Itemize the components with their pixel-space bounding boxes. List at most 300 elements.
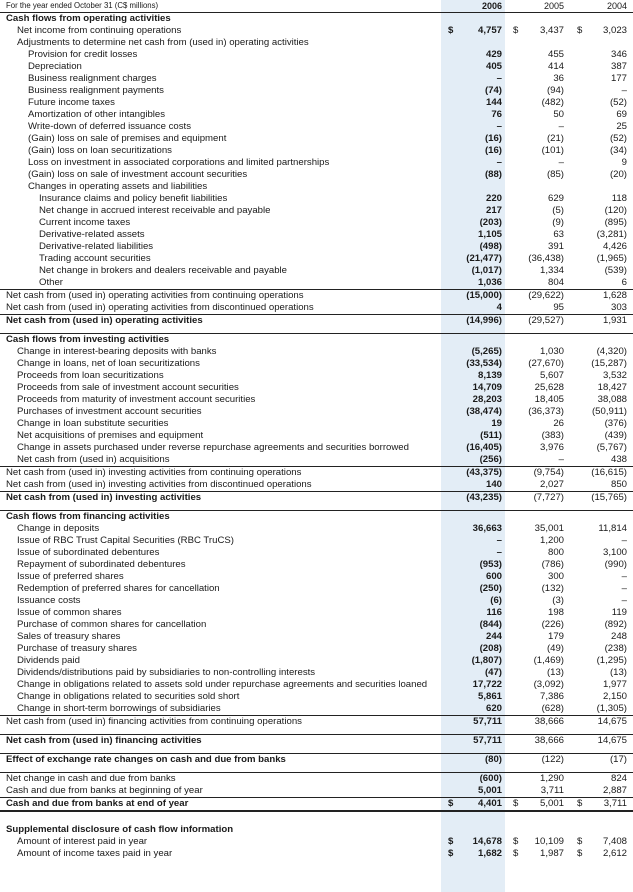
value-2005: (29,622): [528, 290, 564, 301]
value-2005: 3,437: [539, 25, 564, 36]
row-label: Other: [39, 277, 63, 288]
value-2005: 25,628: [534, 382, 564, 393]
table-row: [0, 61, 633, 73]
table-row: [0, 715, 633, 728]
value-2005: (3,092): [533, 679, 564, 690]
row-label: Purchase of treasury shares: [17, 643, 137, 654]
value-2006: (208): [479, 643, 502, 654]
value-2004: (238): [604, 643, 627, 654]
row-label: Net cash from (used in) acquisitions: [17, 454, 170, 465]
value-2005: 391: [547, 241, 564, 252]
value-2005: (3): [552, 595, 564, 606]
value-2006: (203): [479, 217, 502, 228]
currency-symbol: $: [513, 798, 519, 809]
value-2005: –: [558, 454, 564, 465]
table-row: [0, 491, 633, 504]
row-label: Change in deposits: [17, 523, 100, 534]
value-2004: (1,965): [596, 253, 627, 264]
value-2004: 1,628: [602, 290, 627, 301]
value-2005: (13): [546, 667, 564, 678]
row-label: Issue of RBC Trust Capital Securities (RBC TruCS): [17, 535, 234, 546]
value-2004: 1,931: [602, 315, 627, 326]
row-label: Repayment of subordinated debentures: [17, 559, 186, 570]
value-2006: (1,017): [471, 265, 502, 276]
value-2005: 38,666: [534, 716, 564, 727]
row-label: Proceeds from maturity of investment account securities: [17, 394, 256, 405]
table-row: [0, 848, 633, 860]
value-2006: (15,000): [466, 290, 502, 301]
table-row: [0, 466, 633, 479]
row-label: Proceeds from loan securitizations: [17, 370, 164, 381]
row-label: Cash flows from operating activities: [6, 13, 171, 24]
value-2005: 198: [547, 607, 564, 618]
table-row: [0, 333, 633, 346]
value-2006: (43,375): [466, 467, 502, 478]
table-row: [0, 772, 633, 785]
row-label: Net cash from (used in) operating activities from discontinued operations: [6, 302, 314, 313]
value-2004: 9: [621, 157, 627, 168]
table-row: [0, 205, 633, 217]
value-2005: (36,438): [528, 253, 564, 264]
table-row: [0, 430, 633, 442]
value-2006: 429: [485, 49, 502, 60]
value-2006: 76: [491, 109, 502, 120]
value-2006: (33,534): [466, 358, 502, 369]
value-2006: 28,203: [472, 394, 502, 405]
value-2004: (13): [609, 667, 627, 678]
row-label: Net cash from (used in) investing activities: [6, 492, 202, 503]
row-label: Adjustments to determine net cash from (used in) operating activities: [17, 37, 309, 48]
value-2006: –: [496, 535, 502, 546]
value-2005: (1,469): [533, 655, 564, 666]
value-2004: (17): [609, 754, 627, 765]
value-2006: 57,711: [473, 735, 502, 746]
value-2004: 387: [610, 61, 627, 72]
value-2004: 3,023: [602, 25, 627, 36]
value-2005: 5,607: [539, 370, 564, 381]
table-row: [0, 109, 633, 121]
value-2006: 140: [485, 479, 502, 490]
value-2005: 1,290: [539, 773, 564, 784]
value-2005: (226): [541, 619, 564, 630]
value-2004: 14,675: [597, 735, 627, 746]
row-label: Amount of interest paid in year: [17, 836, 148, 847]
value-2005: –: [558, 157, 564, 168]
value-2006: 116: [486, 607, 502, 618]
value-2004: 850: [610, 479, 627, 490]
table-row: [0, 479, 633, 491]
table-row: [0, 133, 633, 145]
value-2005: (786): [541, 559, 564, 570]
row-label: Provision for credit losses: [28, 49, 138, 60]
table-row: [0, 510, 633, 523]
value-2004: 14,675: [597, 716, 627, 727]
table-row: [0, 619, 633, 631]
table-row: [0, 454, 633, 466]
value-2004: 118: [611, 193, 627, 204]
value-2006: (16): [484, 145, 502, 156]
row-label: Insurance claims and policy benefit liabilities: [39, 193, 228, 204]
table-row: [0, 265, 633, 277]
value-2004: (376): [604, 418, 627, 429]
value-2006: 14,678: [472, 836, 502, 847]
value-2004: (50,911): [591, 406, 627, 417]
currency-symbol: $: [577, 798, 583, 809]
value-2006: 14,709: [472, 382, 502, 393]
value-2004: (990): [604, 559, 627, 570]
row-label: Net cash from (used in) financing activities: [6, 735, 202, 746]
value-2004: 177: [610, 73, 627, 84]
value-2004: 11,814: [598, 523, 627, 534]
header-year-2004: 2004: [606, 1, 627, 11]
value-2005: 300: [547, 571, 564, 582]
row-label: Change in obligations related to assets sold under repurchase agreements and securities loaned: [17, 679, 428, 690]
row-label: Issue of preferred shares: [17, 571, 124, 582]
value-2004: –: [621, 583, 627, 594]
value-2004: (3,281): [596, 229, 627, 240]
value-2006: (43,235): [466, 492, 502, 503]
row-label: Dividends paid: [17, 655, 80, 666]
row-label: Purchase of common shares for cancellation: [17, 619, 207, 630]
table-row: [0, 753, 633, 766]
value-2004: (439): [604, 430, 627, 441]
value-2005: 18,405: [534, 394, 564, 405]
table-row: [0, 679, 633, 691]
value-2005: 2,027: [539, 479, 564, 490]
value-2006: 19: [491, 418, 502, 429]
value-2006: (38,474): [466, 406, 502, 417]
value-2005: (132): [541, 583, 564, 594]
value-2006: (250): [479, 583, 502, 594]
row-label: Dividends/distributions paid by subsidiaries to non-controlling interests: [17, 667, 316, 678]
currency-symbol: $: [448, 836, 454, 847]
currency-symbol: $: [448, 25, 454, 36]
value-2005: (85): [546, 169, 564, 180]
row-label: Change in obligations related to securities sold short: [17, 691, 240, 702]
value-2005: 38,666: [534, 735, 564, 746]
value-2004: –: [621, 595, 627, 606]
row-label: Issue of subordinated debentures: [17, 547, 160, 558]
value-2006: 8,139: [477, 370, 502, 381]
table-row: [0, 442, 633, 454]
table-row: [0, 559, 633, 571]
table-row: [0, 571, 633, 583]
header-period-label: For the year ended October 31 (C$ millions): [6, 1, 159, 10]
value-2005: 1,334: [539, 265, 564, 276]
table-row: [0, 583, 633, 595]
value-2006: (80): [484, 754, 502, 765]
value-2006: 144: [485, 97, 502, 108]
value-2006: –: [496, 157, 502, 168]
row-label: Purchases of investment account securities: [17, 406, 202, 417]
row-label: Change in loans, net of loan securitizations: [17, 358, 200, 369]
table-row: [0, 181, 633, 193]
row-label: Current income taxes: [39, 217, 131, 228]
value-2006: (600): [479, 773, 502, 784]
value-2006: 17,722: [472, 679, 502, 690]
value-2005: (383): [541, 430, 564, 441]
value-2005: 35,001: [534, 523, 564, 534]
value-2006: (16,405): [466, 442, 502, 453]
value-2005: 1,030: [539, 346, 564, 357]
value-2005: 63: [553, 229, 564, 240]
table-row: [0, 73, 633, 85]
table-row: [0, 302, 633, 314]
row-label: Issuance costs: [17, 595, 81, 606]
value-2004: 3,100: [602, 547, 627, 558]
table-row: [0, 25, 633, 37]
table-row: [0, 607, 633, 619]
currency-symbol: $: [577, 25, 583, 36]
value-2005: 1,987: [539, 848, 564, 859]
value-2006: 36,663: [472, 523, 502, 534]
row-label: Depreciation: [28, 61, 82, 72]
value-2005: 36: [553, 73, 564, 84]
value-2005: (36,373): [528, 406, 564, 417]
row-label: Net cash from (used in) financing activities from continuing operations: [6, 716, 302, 727]
table-row: [0, 547, 633, 559]
row-label: Change in loan substitute securities: [17, 418, 169, 429]
table-row: [0, 382, 633, 394]
value-2005: 26: [553, 418, 564, 429]
value-2006: 5,861: [477, 691, 502, 702]
value-2004: 248: [610, 631, 627, 642]
value-2005: (628): [541, 703, 564, 714]
value-2005: (94): [546, 85, 564, 96]
table-row: [0, 217, 633, 229]
value-2004: 3,711: [603, 798, 627, 809]
value-2005: (9,754): [533, 467, 564, 478]
row-label: Net change in cash and due from banks: [6, 773, 176, 784]
value-2005: 3,711: [540, 785, 564, 796]
value-2005: 414: [547, 61, 564, 72]
row-label: Effect of exchange rate changes on cash and due from banks: [6, 754, 286, 765]
value-2004: 303: [610, 302, 627, 313]
row-label: Redemption of preferred shares for cancellation: [17, 583, 220, 594]
value-2006: 57,711: [473, 716, 502, 727]
value-2004: –: [621, 571, 627, 582]
row-label: Amortization of other intangibles: [28, 109, 166, 120]
value-2006: 4: [496, 302, 502, 313]
value-2006: (953): [479, 559, 502, 570]
table-row: [0, 655, 633, 667]
table-row: [0, 836, 633, 848]
value-2006: 405: [485, 61, 502, 72]
table-row: [0, 37, 633, 49]
row-label: Amount of income taxes paid in year: [17, 848, 173, 859]
value-2006: –: [496, 547, 502, 558]
value-2005: (21): [546, 133, 564, 144]
table-row: [0, 691, 633, 703]
currency-symbol: $: [448, 848, 454, 859]
table-row: [0, 595, 633, 607]
value-2004: (892): [604, 619, 627, 630]
value-2006: (47): [484, 667, 502, 678]
table-row: [0, 785, 633, 797]
value-2006: (511): [480, 430, 502, 441]
row-label: Proceeds from sale of investment account securities: [17, 382, 239, 393]
value-2005: (29,527): [528, 315, 564, 326]
value-2006: –: [496, 73, 502, 84]
header-year-2005: 2005: [543, 1, 564, 11]
value-2004: (52): [609, 133, 627, 144]
value-2006: 1,105: [477, 229, 502, 240]
value-2005: 804: [547, 277, 564, 288]
value-2006: 5,001: [477, 785, 502, 796]
currency-symbol: $: [513, 848, 519, 859]
value-2004: 438: [610, 454, 627, 465]
value-2004: 1,977: [602, 679, 627, 690]
value-2004: (20): [609, 169, 627, 180]
value-2006: (1,807): [471, 655, 502, 666]
table-body: [0, 13, 633, 860]
value-2004: (52): [609, 97, 627, 108]
value-2005: 95: [553, 302, 564, 313]
value-2004: –: [621, 535, 627, 546]
value-2004: (539): [604, 265, 627, 276]
value-2005: (5): [552, 205, 564, 216]
value-2004: (15,765): [591, 492, 627, 503]
table-header: [0, 0, 633, 13]
value-2005: 1,200: [539, 535, 564, 546]
row-label: Net cash from (used in) operating activities from continuing operations: [6, 290, 304, 301]
value-2004: (15,287): [591, 358, 627, 369]
value-2004: 119: [611, 607, 627, 618]
value-2006: –: [496, 121, 502, 132]
row-label: Cash flows from investing activities: [6, 334, 170, 345]
table-row: [0, 145, 633, 157]
table-row: [0, 643, 633, 655]
value-2006: (21,477): [466, 253, 502, 264]
value-2006: (74): [484, 85, 502, 96]
value-2006: (16): [484, 133, 502, 144]
value-2006: (256): [479, 454, 502, 465]
value-2005: (9): [552, 217, 564, 228]
table-row: [0, 314, 633, 327]
value-2005: (49): [546, 643, 564, 654]
row-label: (Gain) loss on sale of investment account securities: [28, 169, 248, 180]
currency-symbol: $: [577, 848, 583, 859]
value-2006: 4,757: [477, 25, 502, 36]
value-2006: 217: [485, 205, 502, 216]
value-2004: 2,150: [602, 691, 627, 702]
value-2004: 4,426: [602, 241, 627, 252]
value-2004: 25: [616, 121, 627, 132]
row-label: Change in interest-bearing deposits with banks: [17, 346, 217, 357]
value-2006: 600: [485, 571, 502, 582]
table-row: [0, 406, 633, 418]
row-label: Issue of common shares: [17, 607, 122, 618]
row-label: Sales of treasury shares: [17, 631, 121, 642]
row-label: Cash and due from banks at end of year: [6, 798, 189, 809]
value-2006: 1,682: [477, 848, 502, 859]
value-2006: (88): [484, 169, 502, 180]
table-row: [0, 358, 633, 370]
table-row: [0, 370, 633, 382]
table-row: [0, 13, 633, 25]
row-label: Change in assets purchased under reverse repurchase agreements and securities borrowed: [17, 442, 409, 453]
row-label: Cash flows from financing activities: [6, 511, 170, 522]
value-2004: 7,408: [602, 836, 627, 847]
table-row: [0, 97, 633, 109]
value-2005: 800: [547, 547, 564, 558]
table-row: [0, 535, 633, 547]
table-row: [0, 193, 633, 205]
value-2005: 10,109: [534, 836, 564, 847]
row-label: (Gain) loss on loan securitizations: [28, 145, 172, 156]
value-2005: (7,727): [533, 492, 564, 503]
value-2006: 620: [485, 703, 502, 714]
value-2004: (16,615): [591, 467, 627, 478]
row-label: Trading account securities: [39, 253, 151, 264]
row-label: Net cash from (used in) investing activities from discontinued operations: [6, 479, 312, 490]
table-row: [0, 346, 633, 358]
table-row: [0, 253, 633, 265]
value-2004: (1,295): [596, 655, 627, 666]
table-row: [0, 631, 633, 643]
row-label: Net change in brokers and dealers receivable and payable: [39, 265, 287, 276]
table-row: [0, 229, 633, 241]
row-label: Supplemental disclosure of cash flow information: [6, 824, 234, 835]
value-2004: –: [621, 85, 627, 96]
value-2005: (482): [541, 97, 564, 108]
value-2004: 38,088: [597, 394, 627, 405]
row-label: Loss on investment in associated corporations and limited partnerships: [28, 157, 330, 168]
table-row: [0, 289, 633, 302]
value-2004: 2,612: [602, 848, 627, 859]
table-row: [0, 85, 633, 97]
value-2006: (498): [479, 241, 502, 252]
value-2004: (1,305): [596, 703, 627, 714]
value-2004: 3,532: [602, 370, 627, 381]
row-label: Business realignment charges: [28, 73, 157, 84]
value-2005: 455: [547, 49, 564, 60]
table-row: [0, 523, 633, 535]
row-label: Cash and due from banks at beginning of year: [6, 785, 203, 796]
value-2005: 7,386: [539, 691, 564, 702]
value-2006: (14,996): [466, 315, 502, 326]
value-2005: (122): [541, 754, 564, 765]
row-label: Change in short-term borrowings of subsidiaries: [17, 703, 221, 714]
table-row: [0, 169, 633, 181]
value-2005: 3,976: [539, 442, 564, 453]
row-label: (Gain) loss on sale of premises and equipment: [28, 133, 227, 144]
value-2006: 4,401: [477, 798, 502, 809]
table-row: [0, 241, 633, 253]
table-row: [0, 157, 633, 169]
value-2004: (895): [604, 217, 627, 228]
value-2006: (5,265): [471, 346, 502, 357]
currency-symbol: $: [577, 836, 583, 847]
value-2006: (6): [490, 595, 502, 606]
value-2004: (34): [609, 145, 627, 156]
value-2006: 244: [485, 631, 502, 642]
value-2004: 2,887: [602, 785, 627, 796]
row-label: Write-down of deferred issuance costs: [28, 121, 191, 132]
value-2005: 5,001: [539, 798, 564, 809]
value-2006: 1,036: [477, 277, 502, 288]
table-row: [0, 703, 633, 715]
value-2004: (120): [604, 205, 627, 216]
currency-symbol: $: [448, 798, 454, 809]
value-2005: (27,670): [528, 358, 564, 369]
row-label: Derivative-related assets: [39, 229, 145, 240]
currency-symbol: $: [513, 836, 519, 847]
value-2004: (5,767): [596, 442, 627, 453]
table-row: [0, 418, 633, 430]
header-year-2006: 2006: [481, 1, 502, 11]
value-2005: 629: [547, 193, 564, 204]
